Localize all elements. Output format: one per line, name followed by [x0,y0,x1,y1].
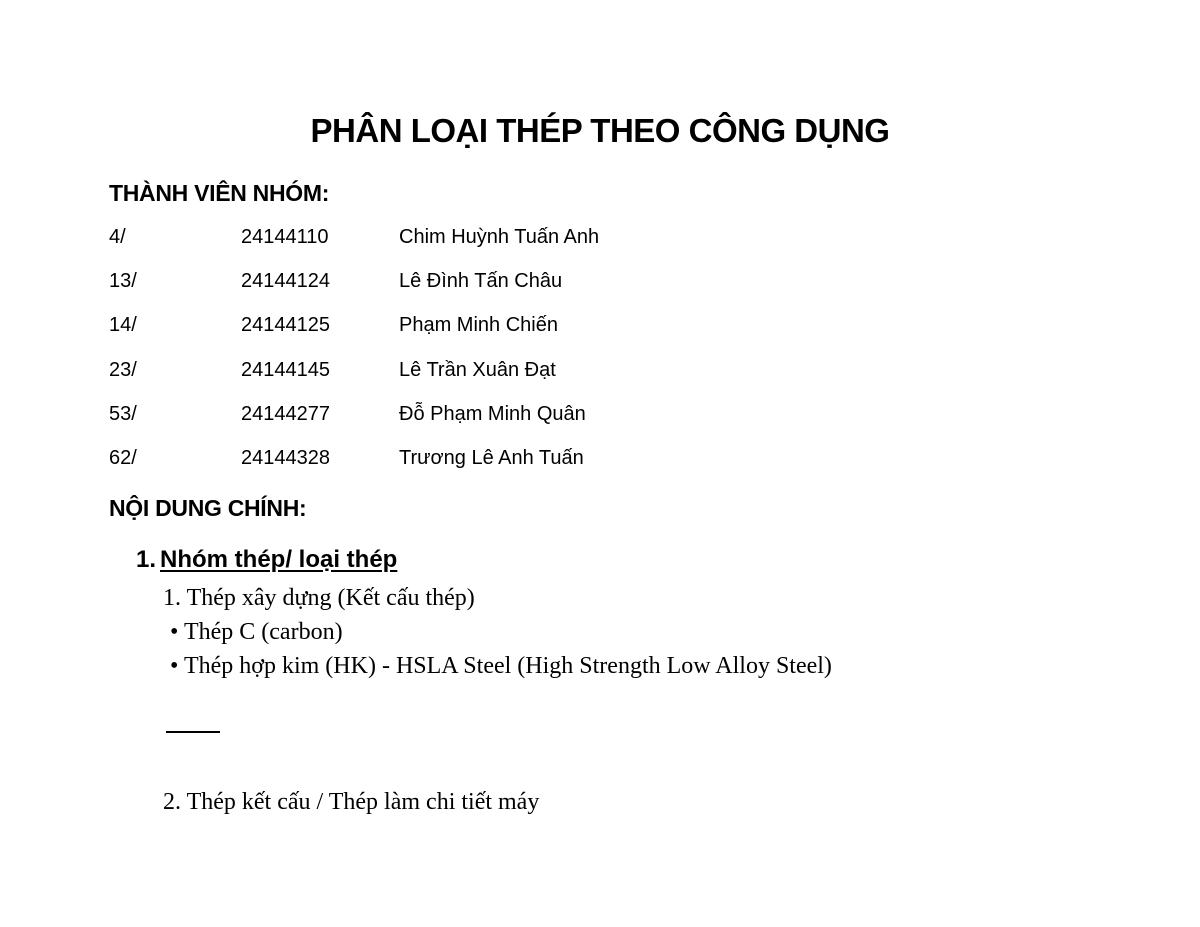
member-name: Lê Trần Xuân Đạt [399,358,556,381]
member-row [109,403,809,447]
member-name: Trương Lê Anh Tuấn [399,446,584,469]
horizontal-rule [166,731,220,733]
document-title: PHÂN LOẠI THÉP THEO CÔNG DỤNG [310,112,890,149]
member-id: 24144124 [241,270,330,293]
bullet-line: • Thép hợp kim (HK) - HSLA Steel (High Strength Low Alloy Steel) [170,653,832,679]
body-line: 1. Thép xây dựng (Kết cấu thép) [163,585,475,611]
member-row [109,226,809,270]
member-name: Đỗ Phạm Minh Quân [399,402,586,425]
bullet-line: • Thép C (carbon) [170,619,343,645]
member-id: 24144145 [241,358,330,381]
member-id: 24144277 [241,402,330,425]
member-row [109,447,809,491]
member-id: 24144110 [241,226,329,248]
member-number: 14/ [109,314,137,337]
member-id: 24144328 [241,446,330,469]
members-list [109,226,809,491]
member-number: 13/ [109,270,137,293]
member-id: 24144125 [241,314,330,337]
members-heading: THÀNH VIÊN NHÓM: [109,180,330,206]
member-name: Phạm Minh Chiến [399,314,558,337]
content-heading: NỘI DUNG CHÍNH: [109,495,307,521]
member-name: Chim Huỳnh Tuấn Anh [399,226,600,248]
body-line: 2. Thép kết cấu / Thép làm chi tiết máy [163,789,540,815]
member-row [109,359,809,403]
member-number: 23/ [109,358,137,381]
section-number: 1. [136,546,157,573]
member-number: 4/ [109,226,126,248]
member-row [109,270,809,314]
member-number: 62/ [109,446,137,469]
member-row [109,314,809,358]
section-heading [136,546,397,574]
member-number: 53/ [109,402,137,425]
member-name: Lê Đình Tấn Châu [399,270,563,293]
section-label: Nhóm thép/ loại thép [160,546,398,573]
